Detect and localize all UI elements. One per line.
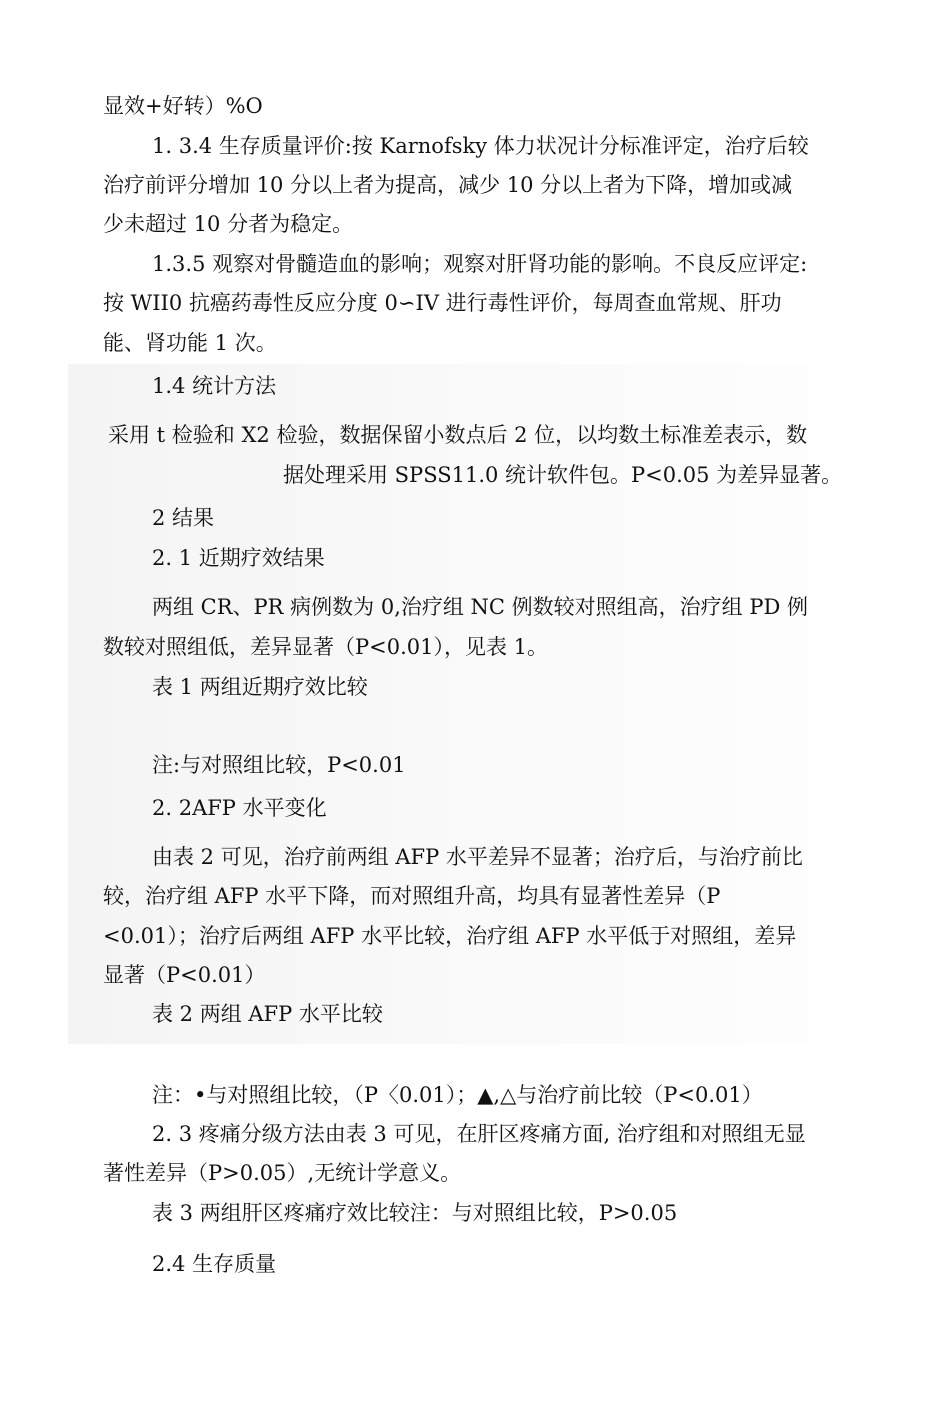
text-line: 少未超过 10 分者为稳定。 [103, 212, 354, 236]
text-line: 数较对照组低，差异显著（P<0.01），见表 1。 [103, 635, 549, 659]
table-caption: 表 3 两组肝区疼痛疗效比较注：与对照组比较，P>0.05 [152, 1201, 678, 1225]
text-line: 能、肾功能 1 次。 [103, 331, 277, 355]
section-heading: 1.4 统计方法 [152, 374, 277, 398]
text-line: 采用 t 检验和 X2 检验，数据保留小数点后 2 位，以均数土标准差表示，数 [108, 423, 808, 447]
text-line: 1. 3.4 生存质量评价:按 Karnofsky 体力状况计分标准评定，治疗后较 [152, 134, 809, 158]
text-line: 2. 3 疼痛分级方法由表 3 可见，在肝区疼痛方面, 治疗组和对照组无显 [152, 1122, 806, 1146]
text-line: 1.3.5 观察对骨髓造血的影响；观察对肝肾功能的影响。不良反应评定: [152, 252, 808, 276]
section-heading: 2. 1 近期疗效结果 [152, 546, 325, 570]
section-heading: 2.4 生存质量 [152, 1252, 277, 1276]
table-caption: 表 1 两组近期疗效比较 [152, 675, 368, 699]
text-line: 显效+好转）%O [103, 94, 263, 118]
text-line: 治疗前评分增加 10 分以上者为提高，减少 10 分以上者为下降，增加或减 [103, 173, 793, 197]
text-line: 据处理采用 SPSS11.0 统计软件包。P<0.05 为差异显著。 [283, 463, 843, 487]
table-caption: 表 2 两组 AFP 水平比较 [152, 1002, 383, 1026]
section-heading: 2 结果 [152, 506, 215, 530]
text-line: 由表 2 可见，治疗前两组 AFP 水平差异不显著；治疗后，与治疗前比 [152, 845, 803, 869]
text-line: 显著（P<0.01） [103, 963, 266, 987]
text-line: <0.01）；治疗后两组 AFP 水平比较，治疗组 AFP 水平低于对照组，差异 [103, 924, 797, 948]
table-note: 注：•与对照组比较，（P〈0.01）；▲,△与治疗前比较（P<0.01） [152, 1083, 763, 1107]
text-line: 按 WII0 抗癌药毒性反应分度 0∽IV 进行毒性评价，每周查血常规、肝功 [103, 291, 782, 315]
text-line: 两组 CR、PR 病例数为 0,治疗组 NC 例数较对照组高，治疗组 PD 例 [152, 595, 808, 619]
text-line: 著性差异（P>0.05）,无统计学意义。 [103, 1161, 462, 1185]
text-line: 较，治疗组 AFP 水平下降，而对照组升高，均具有显著性差异（P [103, 884, 721, 908]
table-note: 注:与对照组比较，P<0.01 [152, 753, 406, 777]
section-heading: 2. 2AFP 水平变化 [152, 796, 327, 820]
